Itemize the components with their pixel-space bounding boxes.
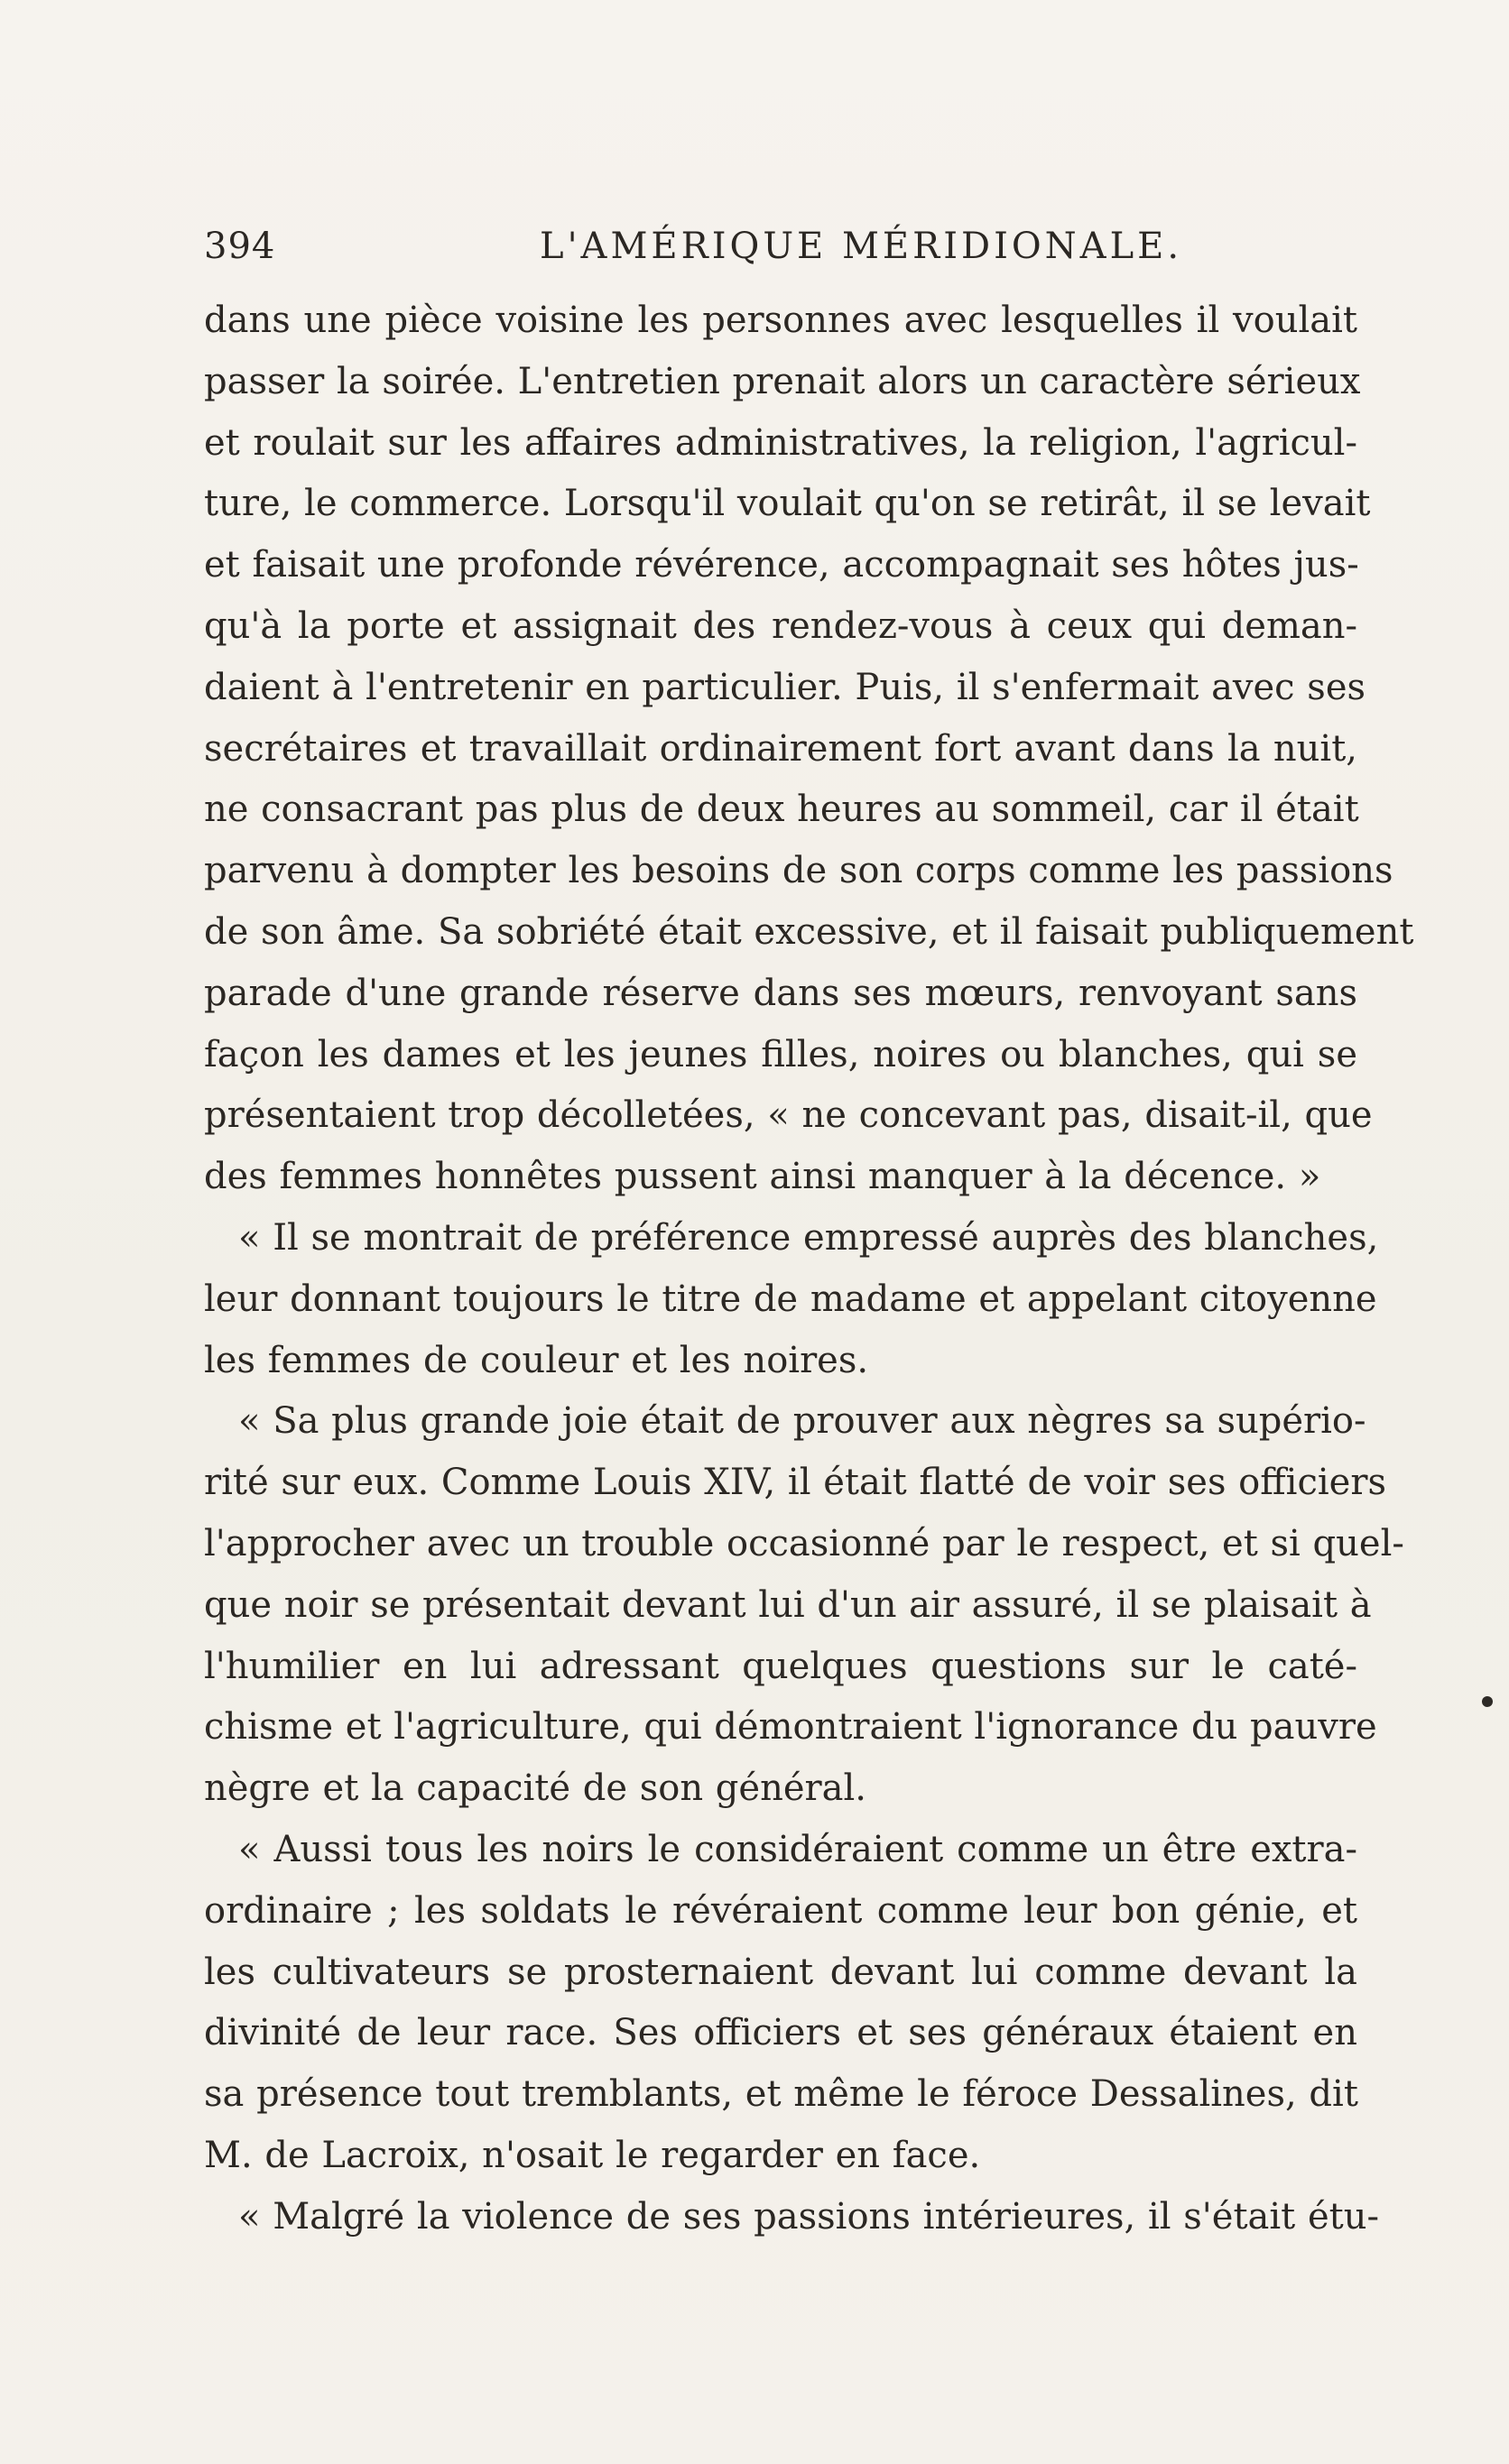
text-line: ordinaire ; les soldats le révéraient comme leur bon génie, et	[204, 1889, 1357, 1932]
text-line: « Malgré la violence de ses passions intérieures, il s'était étu-	[238, 2195, 1379, 2238]
text-line: de son âme. Sa sobriété était excessive, et il faisait publiquement	[204, 910, 1414, 953]
text-line: « Sa plus grande joie était de prouver aux nègres sa supério-	[238, 1400, 1366, 1443]
text-line: les femmes de couleur et les noires.	[204, 1339, 869, 1381]
text-line: et roulait sur les affaires administratives, la religion, l'agricul-	[204, 421, 1357, 464]
text-line: sa présence tout tremblants, et même le féroce Dessalines, dit	[204, 2073, 1358, 2116]
text-line: parade d'une grande réserve dans ses mœurs, renvoyant sans	[204, 972, 1357, 1014]
text-line: présentaient trop décolletées, « ne concevant pas, disait-il, que	[204, 1094, 1373, 1137]
text-line: que noir se présentait devant lui d'un air assuré, il se plaisait à	[204, 1583, 1372, 1626]
text-line: rité sur eux. Comme Louis XIV, il était flatté de voir ses officiers	[204, 1462, 1386, 1504]
page-number: 394	[204, 226, 276, 267]
text-line: « Aussi tous les noirs le considéraient comme un être extra-	[238, 1828, 1357, 1870]
text-line: l'humilier en lui adressant quelques questions sur le caté-	[204, 1645, 1357, 1687]
text-line: parvenu à dompter les besoins de son corps comme les passions	[204, 850, 1393, 892]
page-edge-mark	[1482, 1696, 1493, 1707]
text-line: divinité de leur race. Ses officiers et ses généraux étaient en	[204, 2012, 1357, 2054]
text-line: nègre et la capacité de son général.	[204, 1767, 866, 1810]
page-header	[204, 226, 1359, 274]
text-line: les cultivateurs se prosternaient devant lui comme devant la	[204, 1951, 1357, 1993]
text-line: secrétaires et travaillait ordinairement fort avant dans la nuit,	[204, 727, 1357, 770]
text-line: et faisait une profonde révérence, accompagnait ses hôtes jus-	[204, 544, 1359, 586]
text-line: passer la soirée. L'entretien prenait alors un caractère sérieux	[204, 360, 1361, 402]
text-line: leur donnant toujours le titre de madame et appelant citoyenne	[204, 1278, 1377, 1320]
text-line: chisme et l'agriculture, qui démontraient l'ignorance du pauvre	[204, 1706, 1377, 1749]
text-line: l'approcher avec un trouble occasionné par le respect, et si quel-	[204, 1522, 1404, 1564]
running-title: L'AMÉRIQUE MÉRIDIONALE.	[540, 226, 1183, 267]
text-line: daient à l'entretenir en particulier. Puis, il s'enfermait avec ses	[204, 666, 1366, 708]
text-line: des femmes honnêtes pussent ainsi manquer à la décence. »	[204, 1156, 1321, 1198]
body-text	[204, 291, 1414, 2248]
text-line: « Il se montrait de préférence empressé auprès des blanches,	[238, 1216, 1379, 1259]
text-line: ne consacrant pas plus de deux heures au sommeil, car il était	[204, 789, 1359, 831]
text-line: façon les dames et les jeunes filles, noires ou blanches, qui se	[204, 1033, 1357, 1075]
text-line: M. de Lacroix, n'osait le regarder en face.	[204, 2134, 981, 2176]
text-line: dans une pièce voisine les personnes avec lesquelles il voulait	[204, 300, 1357, 341]
text-line: ture, le commerce. Lorsqu'il voulait qu'on se retirât, il se levait	[204, 483, 1371, 525]
text-line: qu'à la porte et assignait des rendez-vous à ceux qui deman-	[204, 604, 1357, 647]
